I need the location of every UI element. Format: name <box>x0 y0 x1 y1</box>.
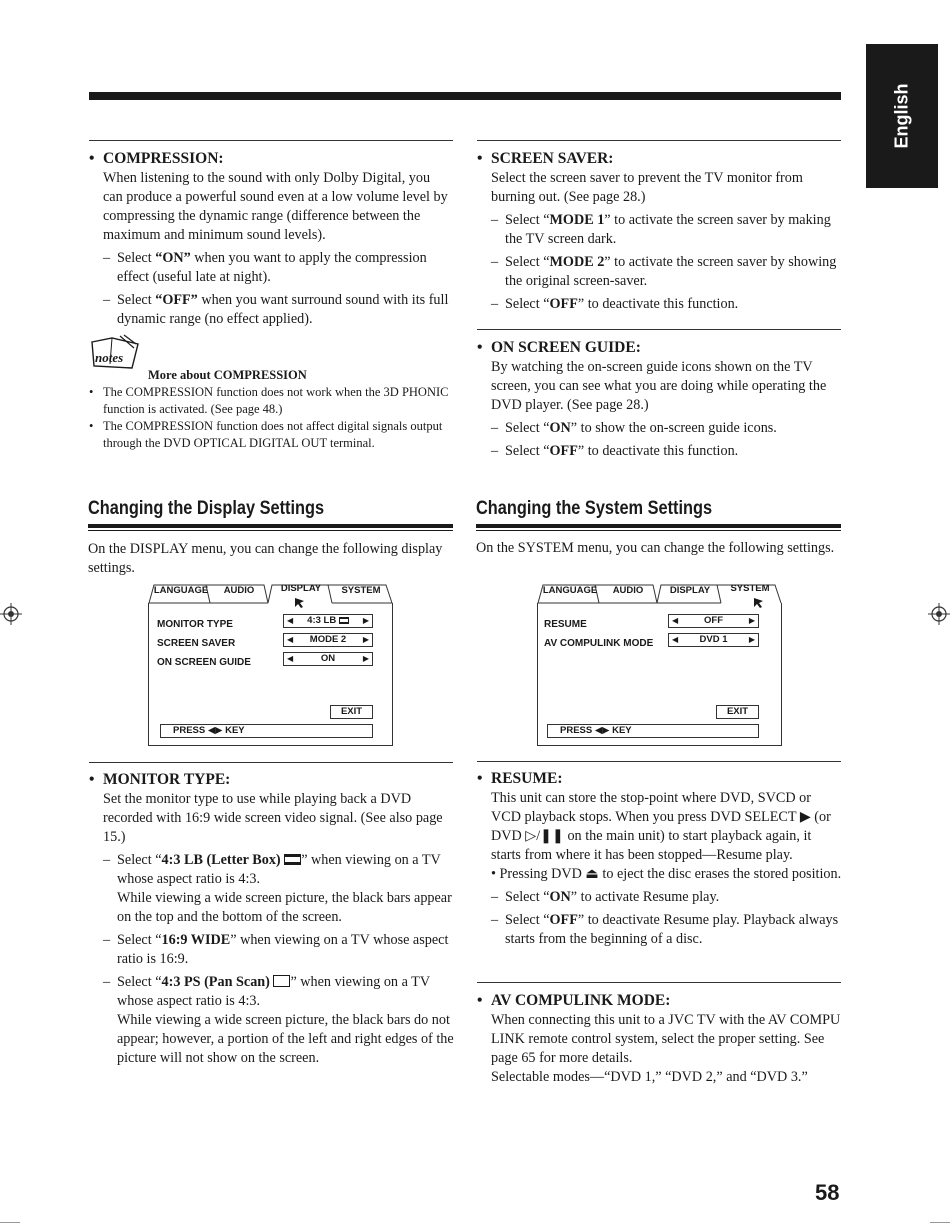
screen-saver-option-mode2: – Select “MODE 2” to activate the screen saver by showing the original screen-saver. <box>477 253 841 291</box>
header-rule <box>89 92 841 100</box>
screen-saver-heading: • SCREEN SAVER: <box>477 149 841 169</box>
language-tab <box>866 44 938 188</box>
menu-row-label: AV COMPULINK MODE <box>544 638 654 649</box>
menu-row-label: MONITOR TYPE <box>157 619 233 630</box>
section-rule <box>477 329 841 330</box>
resume-block <box>477 769 843 949</box>
compression-body: When listening to the sound with only Dolby Digital, you can produce a powerful sound even at a low volume level by compressing the dynamic range (difference between the maximum and minimum sound levels). <box>103 170 448 243</box>
system-section-title: Changing the System Settings <box>476 498 713 519</box>
compression-block <box>89 149 453 329</box>
notes-list <box>89 384 453 452</box>
resume-note: • Pressing DVD ⏏ to eject the disc erases the stored position. <box>491 866 842 882</box>
notes-item: • The COMPRESSION function does not work when the 3D PHONIC function is activated. (See page 48.) <box>89 384 453 418</box>
av-compulink-heading: • AV COMPULINK MODE: <box>477 991 843 1011</box>
pan-scan-icon <box>273 975 290 987</box>
resume-option-on: – Select “ON” to activate Resume play. <box>477 888 843 907</box>
svg-text:notes: notes <box>95 350 124 365</box>
monitor-type-option-ps: – Select “4:3 PS (Pan Scan) ” when viewing on a TV whose aspect ratio is 4:3. While viewing a wide screen picture, the black bars do not appear; however, a portion of the left and right edges of the picture will not show on the screen. <box>89 973 455 1068</box>
on-screen-guide-block <box>477 338 841 461</box>
notes-icon <box>90 334 144 370</box>
display-section-title: Changing the Display Settings <box>88 498 325 519</box>
exit-button[interactable]: EXIT <box>716 705 759 719</box>
menu-row-label: RESUME <box>544 619 587 630</box>
registration-mark-left-icon <box>0 603 22 625</box>
press-key-hint: PRESS ◀▶ KEY <box>160 724 373 738</box>
compression-option-on: – Select “ON” when you want to apply the compression effect (useful late at night). <box>89 249 453 287</box>
on-screen-guide-option-on: – Select “ON” to show the on-screen guide icons. <box>477 419 841 438</box>
system-intro: On the SYSTEM menu, you can change the following settings. <box>476 540 835 556</box>
letterbox-icon <box>284 854 301 865</box>
exit-button[interactable]: EXIT <box>330 705 373 719</box>
menu-tab-language[interactable]: LANGUAGE <box>153 585 209 596</box>
menu-tab-language[interactable]: LANGUAGE <box>542 585 598 596</box>
resume-body: This unit can store the stop-point where DVD, SVCD or VCD playback stops. When you press DVD SELECT ▶ (or DVD ▷/❚❚ on the main unit) to start playback again, it starts from where it has been stopped—Resume play. <box>491 790 831 863</box>
on-screen-guide-selector[interactable]: ◀ ON ▶ <box>283 652 373 666</box>
resume-selector[interactable]: ◀ OFF ▶ <box>668 614 759 628</box>
av-compulink-selector[interactable]: ◀ DVD 1 ▶ <box>668 633 759 647</box>
screen-saver-body: Select the screen saver to prevent the TV monitor from burning out. (See page 28.) <box>491 170 803 205</box>
menu-tab-system[interactable]: SYSTEM <box>730 583 770 594</box>
crop-mark <box>930 1222 950 1223</box>
letterbox-icon <box>339 617 349 624</box>
section-rule <box>477 982 841 983</box>
resume-heading: • RESUME: <box>477 769 843 789</box>
title-rule <box>88 530 453 531</box>
screen-saver-option-mode1: – Select “MODE 1” to activate the screen saver by making the TV screen dark. <box>477 211 841 249</box>
av-compulink-modes: Selectable modes—“DVD 1,” “DVD 2,” and “DVD 3.” <box>491 1069 808 1085</box>
menu-tab-audio[interactable]: AUDIO <box>612 585 644 596</box>
notes-heading: More about COMPRESSION <box>148 368 307 382</box>
resume-option-off: – Select “OFF” to deactivate Resume play. Playback always starts from the beginning of a disc. <box>477 911 843 949</box>
menu-row-label: ON SCREEN GUIDE <box>157 657 251 668</box>
monitor-type-option-lb: – Select “4:3 LB (Letter Box) ” when viewing on a TV whose aspect ratio is 4:3. While viewing a wide screen picture, the black bars appear on the top and the bottom of the screen. <box>89 851 455 927</box>
registration-mark-right-icon <box>928 603 950 625</box>
page-number: 58 <box>815 1180 840 1205</box>
crop-mark <box>0 1222 20 1223</box>
screen-saver-option-off: – Select “OFF” to deactivate this function. <box>477 295 841 314</box>
menu-row-label: SCREEN SAVER <box>157 638 236 649</box>
system-menu <box>537 582 782 746</box>
display-intro: On the DISPLAY menu, you can change the following display settings. <box>88 541 443 576</box>
monitor-type-block <box>89 770 455 1068</box>
menu-tab-display[interactable]: DISPLAY <box>669 585 711 596</box>
notes-item: • The COMPRESSION function does not affect digital signals output through the DVD OPTICAL DIGITAL OUT terminal. <box>89 418 453 452</box>
title-rule <box>88 524 453 528</box>
compression-heading: • COMPRESSION: <box>89 149 453 169</box>
title-rule <box>476 524 841 528</box>
monitor-type-option-wide: – Select “16:9 WIDE” when viewing on a TV whose aspect ratio is 16:9. <box>89 931 455 969</box>
section-rule <box>89 762 453 763</box>
section-rule <box>89 140 453 141</box>
monitor-type-selector[interactable]: ◀ 4:3 LB ▶ <box>283 614 373 628</box>
section-rule <box>477 761 841 762</box>
on-screen-guide-option-off: – Select “OFF” to deactivate this function. <box>477 442 841 461</box>
on-screen-guide-body: By watching the on-screen guide icons shown on the TV screen, you can see what you are doing while operating the DVD player. (See page 28.) <box>491 359 827 413</box>
section-rule <box>477 140 841 141</box>
display-menu <box>148 582 393 746</box>
monitor-type-heading: • MONITOR TYPE: <box>89 770 455 790</box>
screen-saver-selector[interactable]: ◀ MODE 2 ▶ <box>283 633 373 647</box>
monitor-type-body: Set the monitor type to use while playing back a DVD recorded with 16:9 wide screen video signal. (See also page 15.) <box>103 791 443 845</box>
language-tab-label: English <box>891 83 912 149</box>
on-screen-guide-heading: • ON SCREEN GUIDE: <box>477 338 841 358</box>
title-rule <box>476 530 841 531</box>
menu-tab-audio[interactable]: AUDIO <box>223 585 255 596</box>
press-key-hint: PRESS ◀▶ KEY <box>547 724 759 738</box>
menu-tab-display[interactable]: DISPLAY <box>280 583 322 594</box>
menu-tab-system[interactable]: SYSTEM <box>341 585 381 596</box>
compression-option-off: – Select “OFF” when you want surround sound with its full dynamic range (no effect applied). <box>89 291 453 329</box>
av-compulink-body: When connecting this unit to a JVC TV with the AV COMPU LINK remote control system, select the proper setting. See page 65 for more details. <box>491 1012 841 1066</box>
av-compulink-block <box>477 991 843 1087</box>
screen-saver-block <box>477 149 841 314</box>
